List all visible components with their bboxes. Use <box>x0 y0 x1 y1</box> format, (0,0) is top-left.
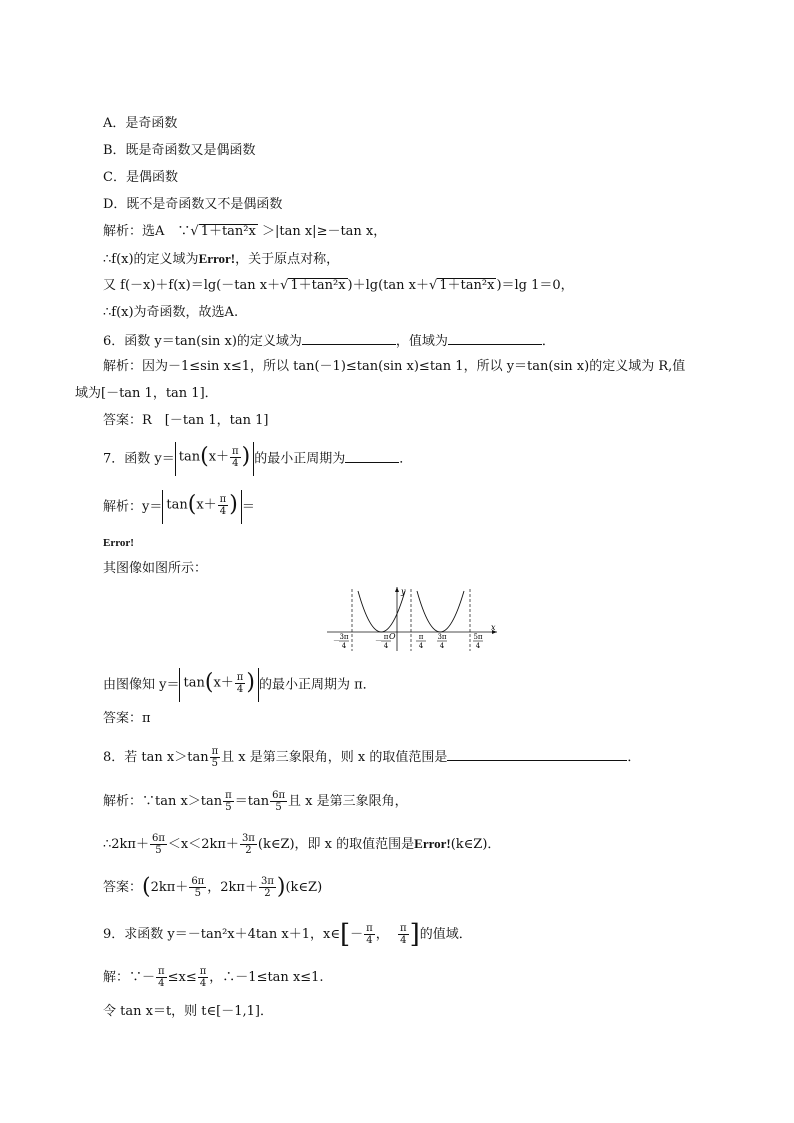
tick-labels <box>333 633 483 650</box>
fraction: $\frac{\pi}{4}$ <box>199 966 207 989</box>
q7-question <box>103 442 412 476</box>
option-b: B．既是奇函数又是偶函数 <box>103 143 256 158</box>
q8-answer <box>103 876 322 899</box>
q5-line2-post: ，关于原点对称， <box>235 252 340 267</box>
left-paren: ( <box>187 492 197 517</box>
fraction: $\frac{6\pi}{5}$ <box>151 833 165 856</box>
y-axis-arrow <box>395 587 399 592</box>
tick-den: 4 <box>383 642 389 650</box>
fraction: $\frac{\pi}{4}$ <box>236 671 244 695</box>
q6-answer: 答案：R [－tan 1，tan 1] <box>103 413 269 428</box>
left-paren: ( <box>142 874 151 900</box>
answer-blank <box>448 331 542 345</box>
neg-sign: － <box>350 927 364 942</box>
q6-question <box>103 331 555 351</box>
comma: ， <box>375 927 389 942</box>
q5-analysis-prefix: 解析：选A ∵ <box>103 224 191 239</box>
q9-question-b: 的值域． <box>419 927 472 942</box>
tan-text: tan <box>166 497 188 513</box>
abs-expression <box>175 442 254 476</box>
curve-branch-2 <box>417 591 464 632</box>
fraction: $\frac{3\pi}{2}$ <box>260 876 274 899</box>
q7-answer: 答案：π <box>103 711 151 726</box>
error-text: Error! <box>103 537 134 549</box>
answer-blank <box>447 747 627 761</box>
right-paren: ) <box>246 670 255 695</box>
right-paren: ) <box>229 492 238 517</box>
q8-question-c: ． <box>627 750 641 765</box>
tick-den: 4 <box>341 642 347 650</box>
q7-analysis-b: ＝ <box>241 499 255 515</box>
q5-analysis-line4: ∴f(x)为奇函数，故选A. <box>103 305 239 320</box>
q7-conclusion-b: 的最小正周期为 π． <box>258 677 376 693</box>
q9-solution-line2: 令 tan x＝t，则 t∈[－1,1]． <box>103 1004 273 1019</box>
fraction: $\frac{\pi}{5}$ <box>225 790 232 813</box>
q8-analysis-c: 且 x 是第三象限角， <box>288 794 408 809</box>
q8-line2-a: ∴2kπ＋ <box>103 837 149 852</box>
tick-label <box>473 633 483 650</box>
fraction: $\frac{\pi}{4}$ <box>232 445 239 469</box>
answer-blank <box>345 449 399 463</box>
q8-analysis-line2 <box>103 833 500 856</box>
q8-question-a: 8．若 tan x＞tan <box>103 750 209 765</box>
q7-question-c: ． <box>399 451 413 467</box>
left-paren: ( <box>200 444 209 469</box>
q5-line2-pre: ∴f(x)的定义域为 <box>103 252 199 267</box>
tick-num: π <box>383 633 389 641</box>
fraction: $\frac{\pi}{4}$ <box>158 966 165 989</box>
q7-analysis-a: 解析：y＝ <box>103 499 163 515</box>
q8-question-b: 且 x 是第三象限角，则 x 的取值范围是 <box>221 750 448 765</box>
fraction: $\frac{\pi}{4}$ <box>399 923 407 946</box>
q5-analysis-line3 <box>103 277 574 295</box>
x-plus: x＋ <box>196 497 217 513</box>
error-text: Error! <box>414 836 451 851</box>
q6-analysis-line2: 域为[－tan 1，tan 1]． <box>75 386 218 401</box>
q8-answer-c: ，2kπ＋ <box>207 880 258 895</box>
option-c: C．是偶函数 <box>103 170 178 185</box>
tick-den: 4 <box>439 642 445 650</box>
q6-question-b: ，值域为 <box>395 334 448 349</box>
sqrt-symbol: √ <box>190 224 199 239</box>
q7-analysis <box>103 490 255 524</box>
q9-sol-c: ，∴－1≤tan x≤1. <box>209 970 324 985</box>
q8-line2-b: ＜x＜2kπ＋ <box>167 837 239 852</box>
tick-num: π <box>418 633 424 641</box>
q5-analysis-line1 <box>103 223 386 241</box>
abs-expression <box>179 668 258 702</box>
fraction: $\frac{3\pi}{2}$ <box>241 833 255 856</box>
tan-text: tan <box>178 449 201 465</box>
q6-question-a: 6．函数 y＝tan(sin x)的定义域为 <box>103 334 302 349</box>
q8-line2-c: (k∈Z)，即 x 的取值范围是 <box>257 837 415 852</box>
tick-neg: － <box>333 637 340 645</box>
q5-line3-b: )＋lg(tan x＋ <box>347 278 429 293</box>
q7-conclusion <box>103 668 376 702</box>
sqrt-content: 1＋tan²x <box>200 224 256 239</box>
q8-question <box>103 746 640 769</box>
left-bracket: [ <box>339 919 351 950</box>
q8-answer-d: (k∈Z) <box>285 880 323 895</box>
q7-conclusion-a: 由图像知 y＝ <box>103 677 180 693</box>
q8-answer-b: 2kπ＋ <box>150 880 189 895</box>
q8-line2-d: (k∈Z)． <box>450 837 501 852</box>
q9-question-a: 9．求函数 y＝－tan²x＋4tan x＋1，x∈ <box>103 927 340 942</box>
sqrt-content: 1＋tan²x <box>439 278 495 293</box>
tan-text: tan <box>183 675 205 691</box>
fraction: $\frac{6\pi}{5}$ <box>191 876 205 899</box>
tick-label <box>333 633 349 650</box>
right-paren: ) <box>276 874 286 900</box>
q7-question-b: 的最小正周期为 <box>254 451 346 467</box>
q8-answer-a: 答案： <box>103 880 143 895</box>
y-axis-label: y <box>401 587 406 596</box>
x-plus: x＋ <box>213 675 234 691</box>
right-paren: ) <box>241 444 251 469</box>
abs-expression <box>162 490 241 524</box>
x-axis-label: x <box>491 623 496 632</box>
tick-den: 4 <box>475 642 481 650</box>
q8-analysis-b: ＝tan <box>234 794 270 809</box>
tick-num: 3π <box>437 633 447 641</box>
tick-num: 3π <box>339 633 349 641</box>
q5-analysis-line2 <box>103 250 339 269</box>
q9-sol-b: ≤x≤ <box>167 970 197 985</box>
q5-analysis-suffix: ＞|tan x|≥－tan x， <box>257 224 387 239</box>
fraction: $\frac{\pi}{5}$ <box>211 746 219 769</box>
sqrt-symbol: √ <box>428 278 438 293</box>
q8-analysis-a: 解析：∵tan x＞tan <box>103 794 223 809</box>
tick-num: 5π <box>473 633 483 641</box>
q9-solution <box>103 966 324 989</box>
tick-neg: － <box>375 637 382 645</box>
q9-question <box>103 919 472 950</box>
q6-analysis-line1: 解析：因为－1≤sin x≤1，所以 tan(－1)≤tan(sin x)≤tan 1，所以 y＝tan(sin x)的定义域为 R,值 <box>103 359 686 374</box>
fraction: $\frac{6\pi}{5}$ <box>272 790 286 813</box>
tick-label <box>437 633 447 650</box>
sqrt-symbol: √ <box>280 278 289 293</box>
error-text: Error! <box>198 251 236 266</box>
tick-den: 4 <box>418 642 424 650</box>
left-paren: ( <box>204 670 214 695</box>
tan-abs-graph <box>325 585 500 653</box>
curve-branch-1 <box>358 591 405 632</box>
origin-label: O <box>389 632 396 641</box>
x-plus: x＋ <box>208 449 230 465</box>
fraction: $\frac{\pi}{4}$ <box>219 493 227 517</box>
option-d: D．既不是奇函数又不是偶函数 <box>103 197 283 212</box>
answer-blank <box>302 331 396 345</box>
sqrt-content: 1＋tan²x <box>290 278 346 293</box>
right-bracket: ] <box>409 919 420 950</box>
fraction: $\frac{\pi}{4}$ <box>366 923 373 946</box>
q9-sol-a: 解：∵－ <box>103 970 156 985</box>
tick-label <box>416 633 426 650</box>
graph-caption: 其图像如图所示： <box>103 561 208 576</box>
q5-line3-a: 又 f(－x)＋f(x)＝lg(－tan x＋ <box>103 278 281 293</box>
q5-line3-c: )＝lg 1＝0， <box>496 278 574 293</box>
q6-question-c: ． <box>541 334 555 349</box>
q8-analysis <box>103 790 408 813</box>
q7-question-a: 7．函数 y＝ <box>103 451 175 467</box>
option-a: A．是奇函数 <box>103 116 178 131</box>
